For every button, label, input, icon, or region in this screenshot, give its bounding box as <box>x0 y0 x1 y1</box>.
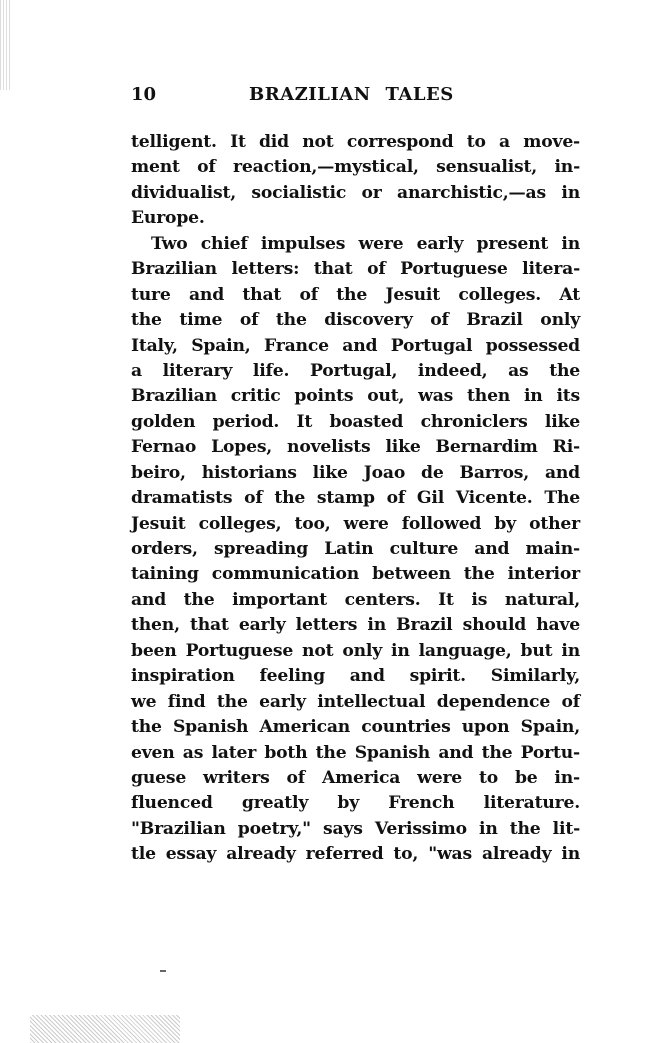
text-line: dividualist, socialistic or anarchistic,—as in <box>131 182 580 203</box>
text-line: Brazilian critic points out, was then in its <box>131 386 580 407</box>
text-line: taining communication between the interior <box>131 564 580 585</box>
text-line: inspiration feeling and spirit. Similarly, <box>131 666 580 687</box>
text-line: Jesuit colleges, too, were followed by other <box>131 513 580 534</box>
text-line: Fernao Lopes, novelists like Bernardim Ri- <box>131 437 580 458</box>
text-line: even as later both the Spanish and the Portu- <box>131 742 580 763</box>
scan-artifact-bottom-left <box>30 1015 180 1043</box>
text-line: then, that early letters in Brazil should have <box>131 615 580 636</box>
text-line: Brazilian letters: that of Portuguese litera- <box>131 259 580 280</box>
text-line: the time of the discovery of Brazil only <box>131 310 580 331</box>
page-number: 10 <box>131 84 157 105</box>
text-line: guese writers of America were to be in- <box>131 767 580 788</box>
text-line: "Brazilian poetry," says Verissimo in the lit- <box>131 818 580 839</box>
text-line: dramatists of the stamp of Gil Vicente. The <box>131 488 580 509</box>
text-line: we find the early intellectual dependence of <box>131 691 580 712</box>
text-line: fluenced greatly by French literature. <box>131 793 580 814</box>
text-line: golden period. It boasted chroniclers like <box>131 411 580 432</box>
page-header <box>131 84 581 108</box>
text-line: Italy, Spain, France and Portugal possessed <box>131 335 580 356</box>
running-title: BRAZILIAN TALES <box>249 84 454 105</box>
text-line: orders, spreading Latin culture and main- <box>131 539 580 559</box>
text-line: ment of reaction,—mystical, sensualist, in- <box>131 157 580 178</box>
text-line: the Spanish American countries upon Spain, <box>131 717 580 738</box>
text-line: been Portuguese not only in language, but in <box>131 640 580 661</box>
text-line: a literary life. Portugal, indeed, as the <box>131 360 580 381</box>
text-line: telligent. It did not correspond to a move- <box>131 132 580 152</box>
text-line: Two chief impulses were early present in <box>151 233 580 254</box>
text-line: tle essay already referred to, "was already in <box>131 844 580 865</box>
text-line: ture and that of the Jesuit colleges. At <box>131 284 580 305</box>
text-line: and the important centers. It is natural, <box>131 589 580 610</box>
text-line: beiro, historians like Joao de Barros, and <box>131 462 580 483</box>
scan-artifact-left-edge <box>0 0 12 90</box>
text-line: Europe. <box>131 208 205 229</box>
page-body-text <box>131 130 580 868</box>
scan-mark <box>160 970 166 972</box>
